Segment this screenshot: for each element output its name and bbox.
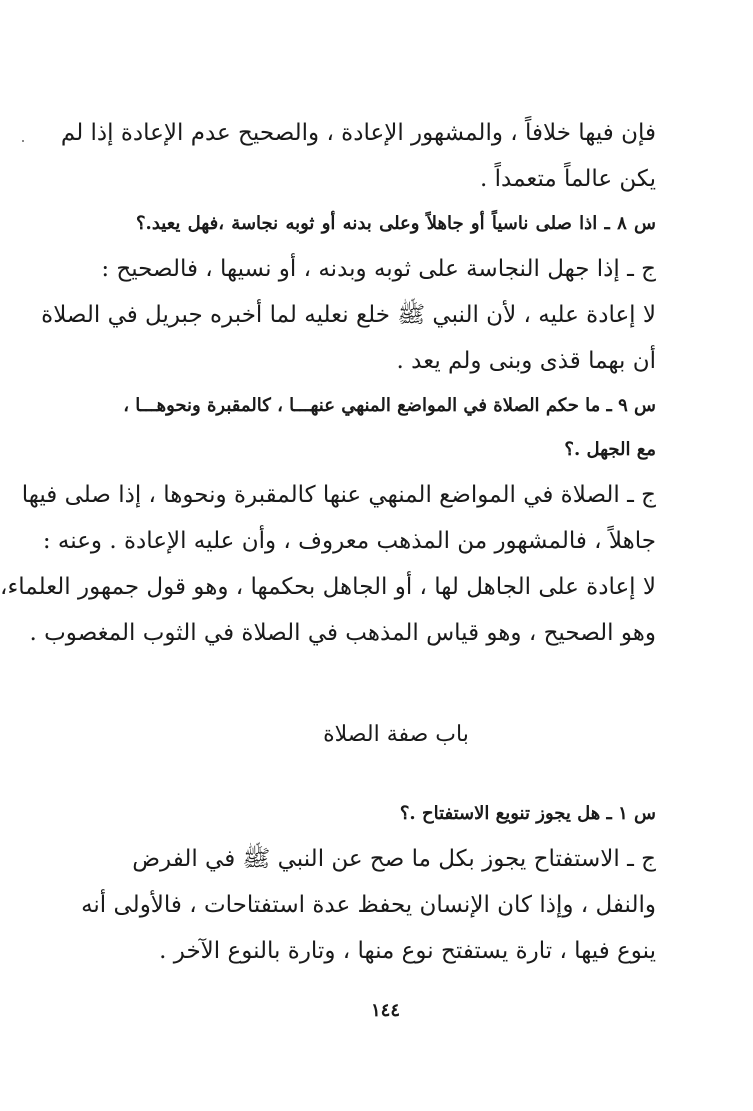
text-line: فإن فيها خلافاً ، والمشهور الإعادة ، والصحيح عدم الإعادة إذا لم (60, 120, 656, 146)
text-line: يكن عالماً متعمداً . (479, 166, 656, 192)
section-answer-1-line: ج ـ الاستفتاح يجوز بكل ما صح عن النبي ﷺ في الفرض (132, 846, 656, 872)
answer-8-line: أن بهما قذى وبنى ولم يعد . (396, 348, 656, 374)
question-9-line: س ٩ ـ ما حكم الصلاة في المواضع المنهي عنهـــا ، كالمقبرة ونحوهـــا ، (123, 395, 656, 416)
answer-8-line: لا إعادة عليه ، لأن النبي ﷺ خلع نعليه لما أخبره جبريل في الصلاة (41, 302, 656, 328)
answer-9-line: لا إعادة على الجاهل لها ، أو الجاهل بحكمها ، وهو قول جمهور العلماء، (0, 574, 656, 600)
answer-9-line: وهو الصحيح ، وهو قياس المذهب في الصلاة في الثوب المغصوب . (29, 620, 656, 646)
question-9-line: مع الجهل .؟ (564, 439, 656, 460)
answer-9-line: ج ـ الصلاة في المواضع المنهي عنها كالمقبرة ونحوها ، إذا صلى فيها (21, 482, 656, 508)
scan-mark (22, 140, 24, 142)
answer-9-line: جاهلاً ، فالمشهور من المذهب معروف ، وأن عليه الإعادة . وعنه : (42, 528, 656, 554)
answer-8-line: ج ـ إذا جهل النجاسة على ثوبه وبدنه ، أو نسيها ، فالصحيح : (101, 256, 656, 282)
section-question-1: س ١ ـ هل يجوز تنويع الاستفتاح .؟ (399, 803, 656, 824)
section-answer-1-line: ينوع فيها ، تارة يستفتح نوع منها ، وتارة بالنوع الآخر . (159, 938, 656, 964)
page-number: ١٤٤ (370, 1000, 400, 1021)
page-body (0, 110, 656, 974)
section-title: باب صفة الصلاة (323, 722, 469, 747)
question-8: س ٨ ـ اذا صلى ناسياً أو جاهلاً وعلى بدنه أو ثوبه نجاسة ،فهل يعيد.؟ (136, 213, 656, 234)
section-answer-1-line: والنفل ، وإذا كان الإنسان يحفظ عدة استفتاحات ، فالأولى أنه (81, 892, 656, 918)
